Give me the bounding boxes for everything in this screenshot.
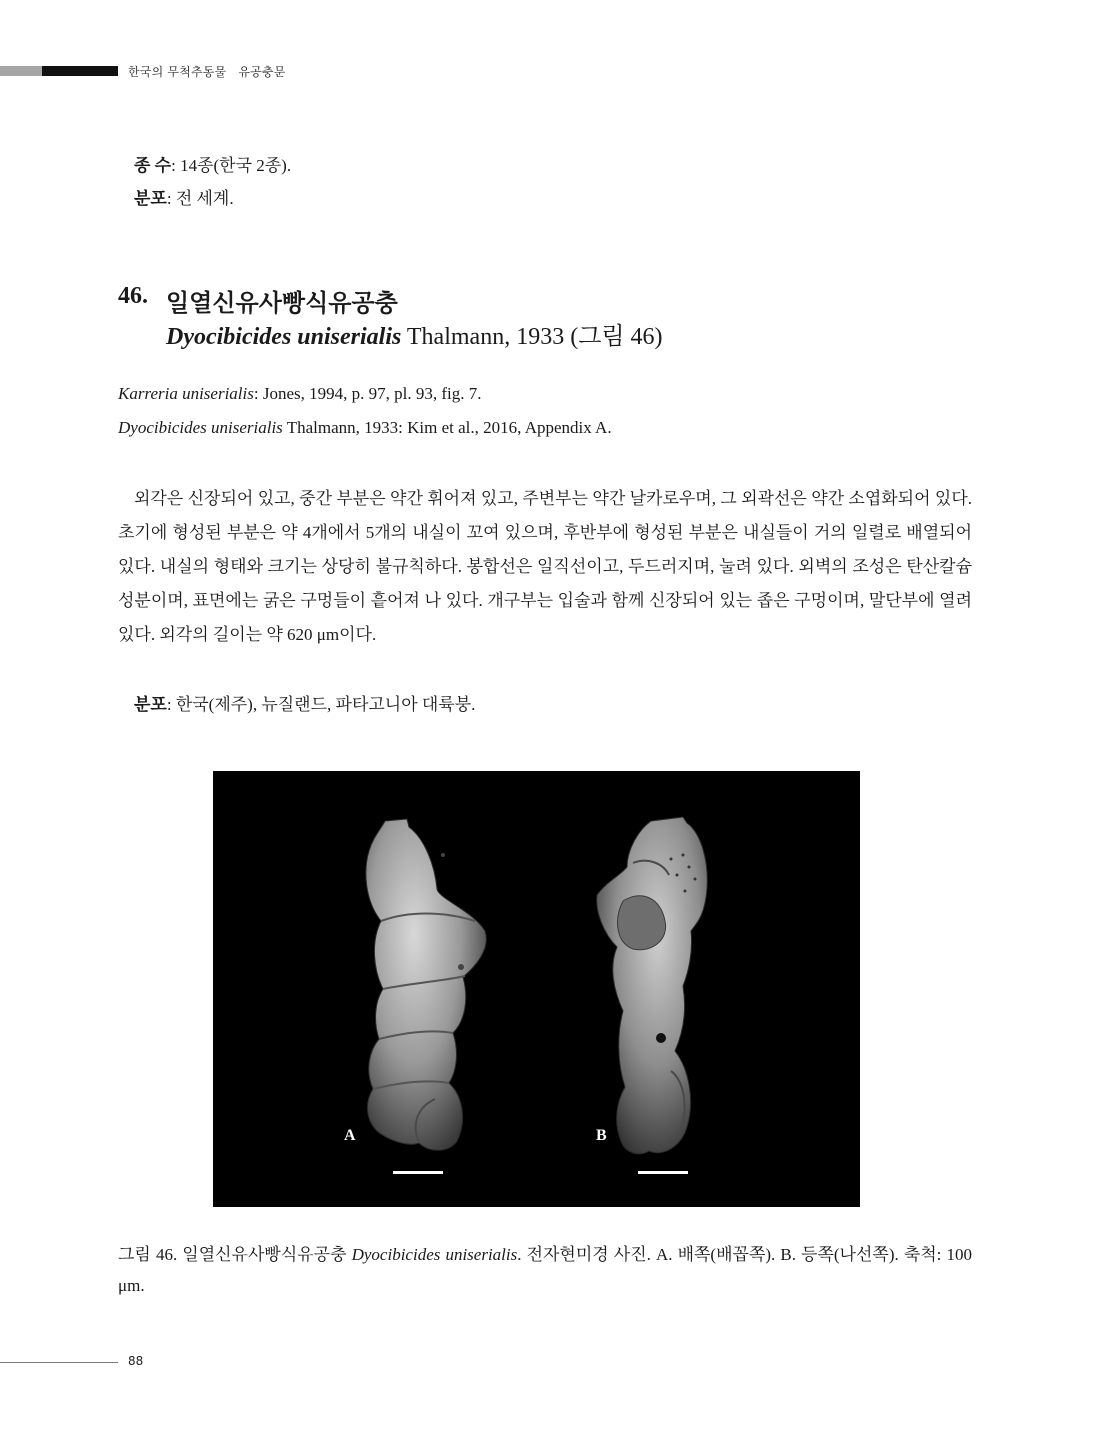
specimen-b <box>597 817 708 1154</box>
running-title: 한국의 무척추동물 유공충문 <box>128 65 286 79</box>
entry-scientific-line <box>166 316 663 351</box>
world-distribution-label: 분포 <box>134 189 167 208</box>
distribution-line <box>134 694 475 716</box>
world-distribution-value: : 전 세계. <box>166 189 234 208</box>
figure-label-a: A <box>344 1127 356 1144</box>
sem-figure <box>213 771 860 1207</box>
synonym-ref: Thalmann, 1933: Kim et al., 2016, Appendix A. <box>282 418 612 437</box>
entry-number: 46. <box>118 283 148 309</box>
description-paragraph: 외각은 신장되어 있고, 중간 부분은 약간 휘어져 있고, 주변부는 약간 날카로우며, 그 외곽선은 약간 소엽화되어 있다. 초기에 형성된 부분은 약 4개에서 5개의 내실이 꼬여 있으며, 후반부에 형성된 부분은 내실들이 거의 일렬로 배열되어 있다. 내실의 형태와 크기는 상당히 불규칙하다. 봉합선은 일직선이고, 두드러지며, 눌려 있다. 외벽의 조성은 탄산칼슘 성분이며, 표면에는 굵은 구멍들이 흩어져 나 있다. 개구부는 입술과 함께 신장되어 있는 좁은 구멍이며, 말단부에 열려 있다. 외각의 길이는 약 620 μm이다. <box>118 489 972 644</box>
synonym-2 <box>118 417 612 439</box>
synonym-ref: : Jones, 1994, p. 97, pl. 93, fig. 7. <box>253 384 482 403</box>
synonym-name: Dyocibicides uniserialis <box>118 418 283 437</box>
header-black-bar <box>42 66 118 76</box>
distribution-value: : 한국(제주), 뉴질랜드, 파타고니아 대륙붕. <box>166 695 476 714</box>
caption-species: Dyocibicides uniserialis <box>351 1245 518 1264</box>
species-count-line <box>134 155 291 177</box>
specimen-a <box>366 819 486 1150</box>
entry-korean-name: 일열신유사빵식유공충 <box>166 288 398 317</box>
species-count-label: 종 수 <box>134 156 172 175</box>
caption-suffix: . 전자현미경 사진. A. 배쪽(배꼽쪽). B. 등쪽(나선쪽). 축척: 100 μm. <box>118 1245 972 1295</box>
header-gray-bar <box>0 66 42 76</box>
synonym-1 <box>118 383 481 405</box>
figure-label-b: B <box>596 1127 607 1144</box>
synonym-name: Karreria uniserialis <box>118 384 254 403</box>
species-count-value: : 14종(한국 2종). <box>171 156 292 175</box>
entry-scientific-name: Dyocibicides uniserialis <box>166 324 402 350</box>
figure-caption <box>118 1239 972 1301</box>
scale-bar-a <box>393 1171 443 1174</box>
scale-bar-b <box>638 1171 688 1174</box>
world-distribution-line <box>134 188 234 210</box>
entry-authority: Thalmann, 1933 (그림 46) <box>401 324 663 350</box>
footer-rule <box>0 1362 118 1363</box>
caption-prefix: 그림 46. 일열신유사빵식유공충 <box>118 1245 352 1264</box>
sem-micrograph <box>213 771 860 1207</box>
distribution-label: 분포 <box>134 695 167 714</box>
page-number: 88 <box>128 1354 144 1368</box>
